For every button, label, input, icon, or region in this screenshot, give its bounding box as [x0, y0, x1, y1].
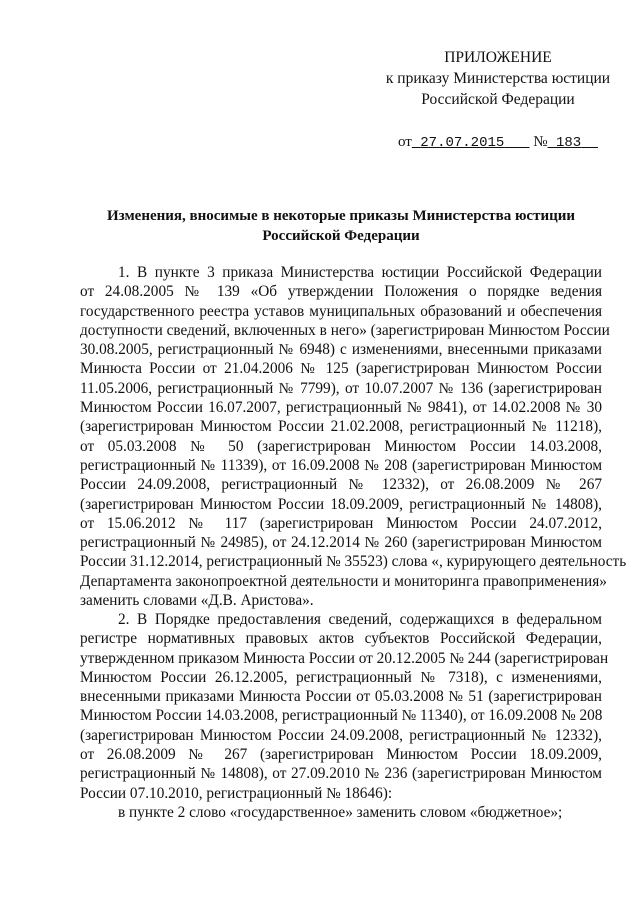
text-line: внесенными приказами Минюста России от 05.03.2008 № 51 (зарегистрирован — [80, 688, 602, 706]
appendix-ministry-line: Российской Федерации — [421, 91, 575, 108]
text-line: (зарегистрирован Минюстом России 18.09.2009, регистрационный № 14808), — [80, 495, 602, 513]
text-line: России 31.12.2014, регистрационный № 35523) слова «, курирующего деятельность — [80, 553, 627, 571]
text-line: 30.08.2005, регистрационный № 6948) с изменениями, внесенными приказами — [80, 341, 602, 359]
order-date-number — [398, 134, 598, 151]
text-line: от 15.06.2012 № 117 (зарегистрирован Минюстом России 24.07.2012, — [80, 514, 602, 532]
text-line: России 24.09.2008, регистрационный № 12332), от 26.08.2009 № 267 — [80, 476, 602, 494]
text-line: заменить словами «Д.В. Аристова». — [80, 592, 314, 610]
paragraph-1 — [80, 263, 627, 610]
text-line: утвержденном приказом Минюста России от 20.12.2005 № 244 (зарегистрирован — [80, 649, 609, 667]
from-label: от — [398, 134, 412, 150]
document-title — [80, 206, 602, 246]
text-line: (зарегистрирован Минюстом России 21.02.2008, регистрационный № 11218), — [80, 418, 602, 436]
text-line: 1. В пункте 3 приказа Министерства юстиции Российской Федерации — [118, 264, 602, 281]
text-line: 11.05.2006, регистрационный № 7799), от 10.07.2007 № 136 (зарегистрирован — [80, 379, 602, 397]
text-line: Минюстом России 14.03.2008, регистрационный № 11340), от 16.09.2008 № 208 — [80, 707, 603, 725]
text-line: Минюстом России 16.07.2007, регистрационный № 9841), от 14.02.2008 № 30 — [80, 399, 602, 417]
order-number: 183 — [555, 135, 582, 151]
text-line: государственного реестра уставов муниципальных образований и обеспечения — [80, 302, 602, 320]
paragraph-2 — [80, 610, 609, 803]
text-line: Минюста России от 21.04.2006 № 125 (зарегистрирован Минюстом России — [80, 360, 602, 378]
number-label: № — [533, 134, 548, 150]
text-line: от 24.08.2005 № 139 «Об утверждении Положения о порядке ведения — [80, 283, 602, 301]
text-line: от 26.08.2009 № 267 (зарегистрирован Минюстом России 18.09.2009, — [80, 746, 602, 764]
text-line: регистрационный № 11339), от 16.09.2008 № 208 (зарегистрирован Минюстом — [80, 456, 602, 474]
text-line: Департамента законопроектной деятельности и мониторинга правоприменения» — [80, 572, 607, 590]
text-line: регистрационный № 14808), от 27.09.2010 № 236 (зарегистрирован Минюстом — [80, 765, 602, 783]
paragraph-2-amendment — [80, 803, 602, 822]
order-date: 27.07.2015 — [420, 135, 505, 151]
text-line: Минюстом России 26.12.2005, регистрационный № 7318), с изменениями, — [80, 668, 602, 686]
title-line: Российской Федерации — [262, 228, 420, 244]
text-line: регистре нормативных правовых актов субъектов Российской Федерации, — [80, 630, 602, 648]
text-line: в пункте 2 слово «государственное» заменить словом «бюджетное»; — [118, 804, 563, 821]
text-line: от 05.03.2008 № 50 (зарегистрирован Минюстом России 14.03.2008, — [80, 437, 602, 455]
appendix-heading: ПРИЛОЖЕНИЕ — [444, 49, 552, 66]
appendix-order-line: к приказу Министерства юстиции — [385, 70, 611, 87]
text-line: доступности сведений, включенных в него» (зарегистрирован Минюстом России — [80, 321, 610, 339]
text-line: (зарегистрирован Минюстом России 24.09.2008, регистрационный № 12332), — [80, 726, 602, 744]
text-line: 2. В Порядке предоставления сведений, содержащихся в федеральном — [118, 611, 602, 628]
title-line: Изменения, вносимые в некоторые приказы Министерства юстиции — [106, 208, 576, 224]
text-line: регистрационный № 24985), от 24.12.2014 № 260 (зарегистрирован Минюстом — [80, 534, 602, 552]
text-line: России 07.10.2010, регистрационный № 18646): — [80, 784, 393, 802]
